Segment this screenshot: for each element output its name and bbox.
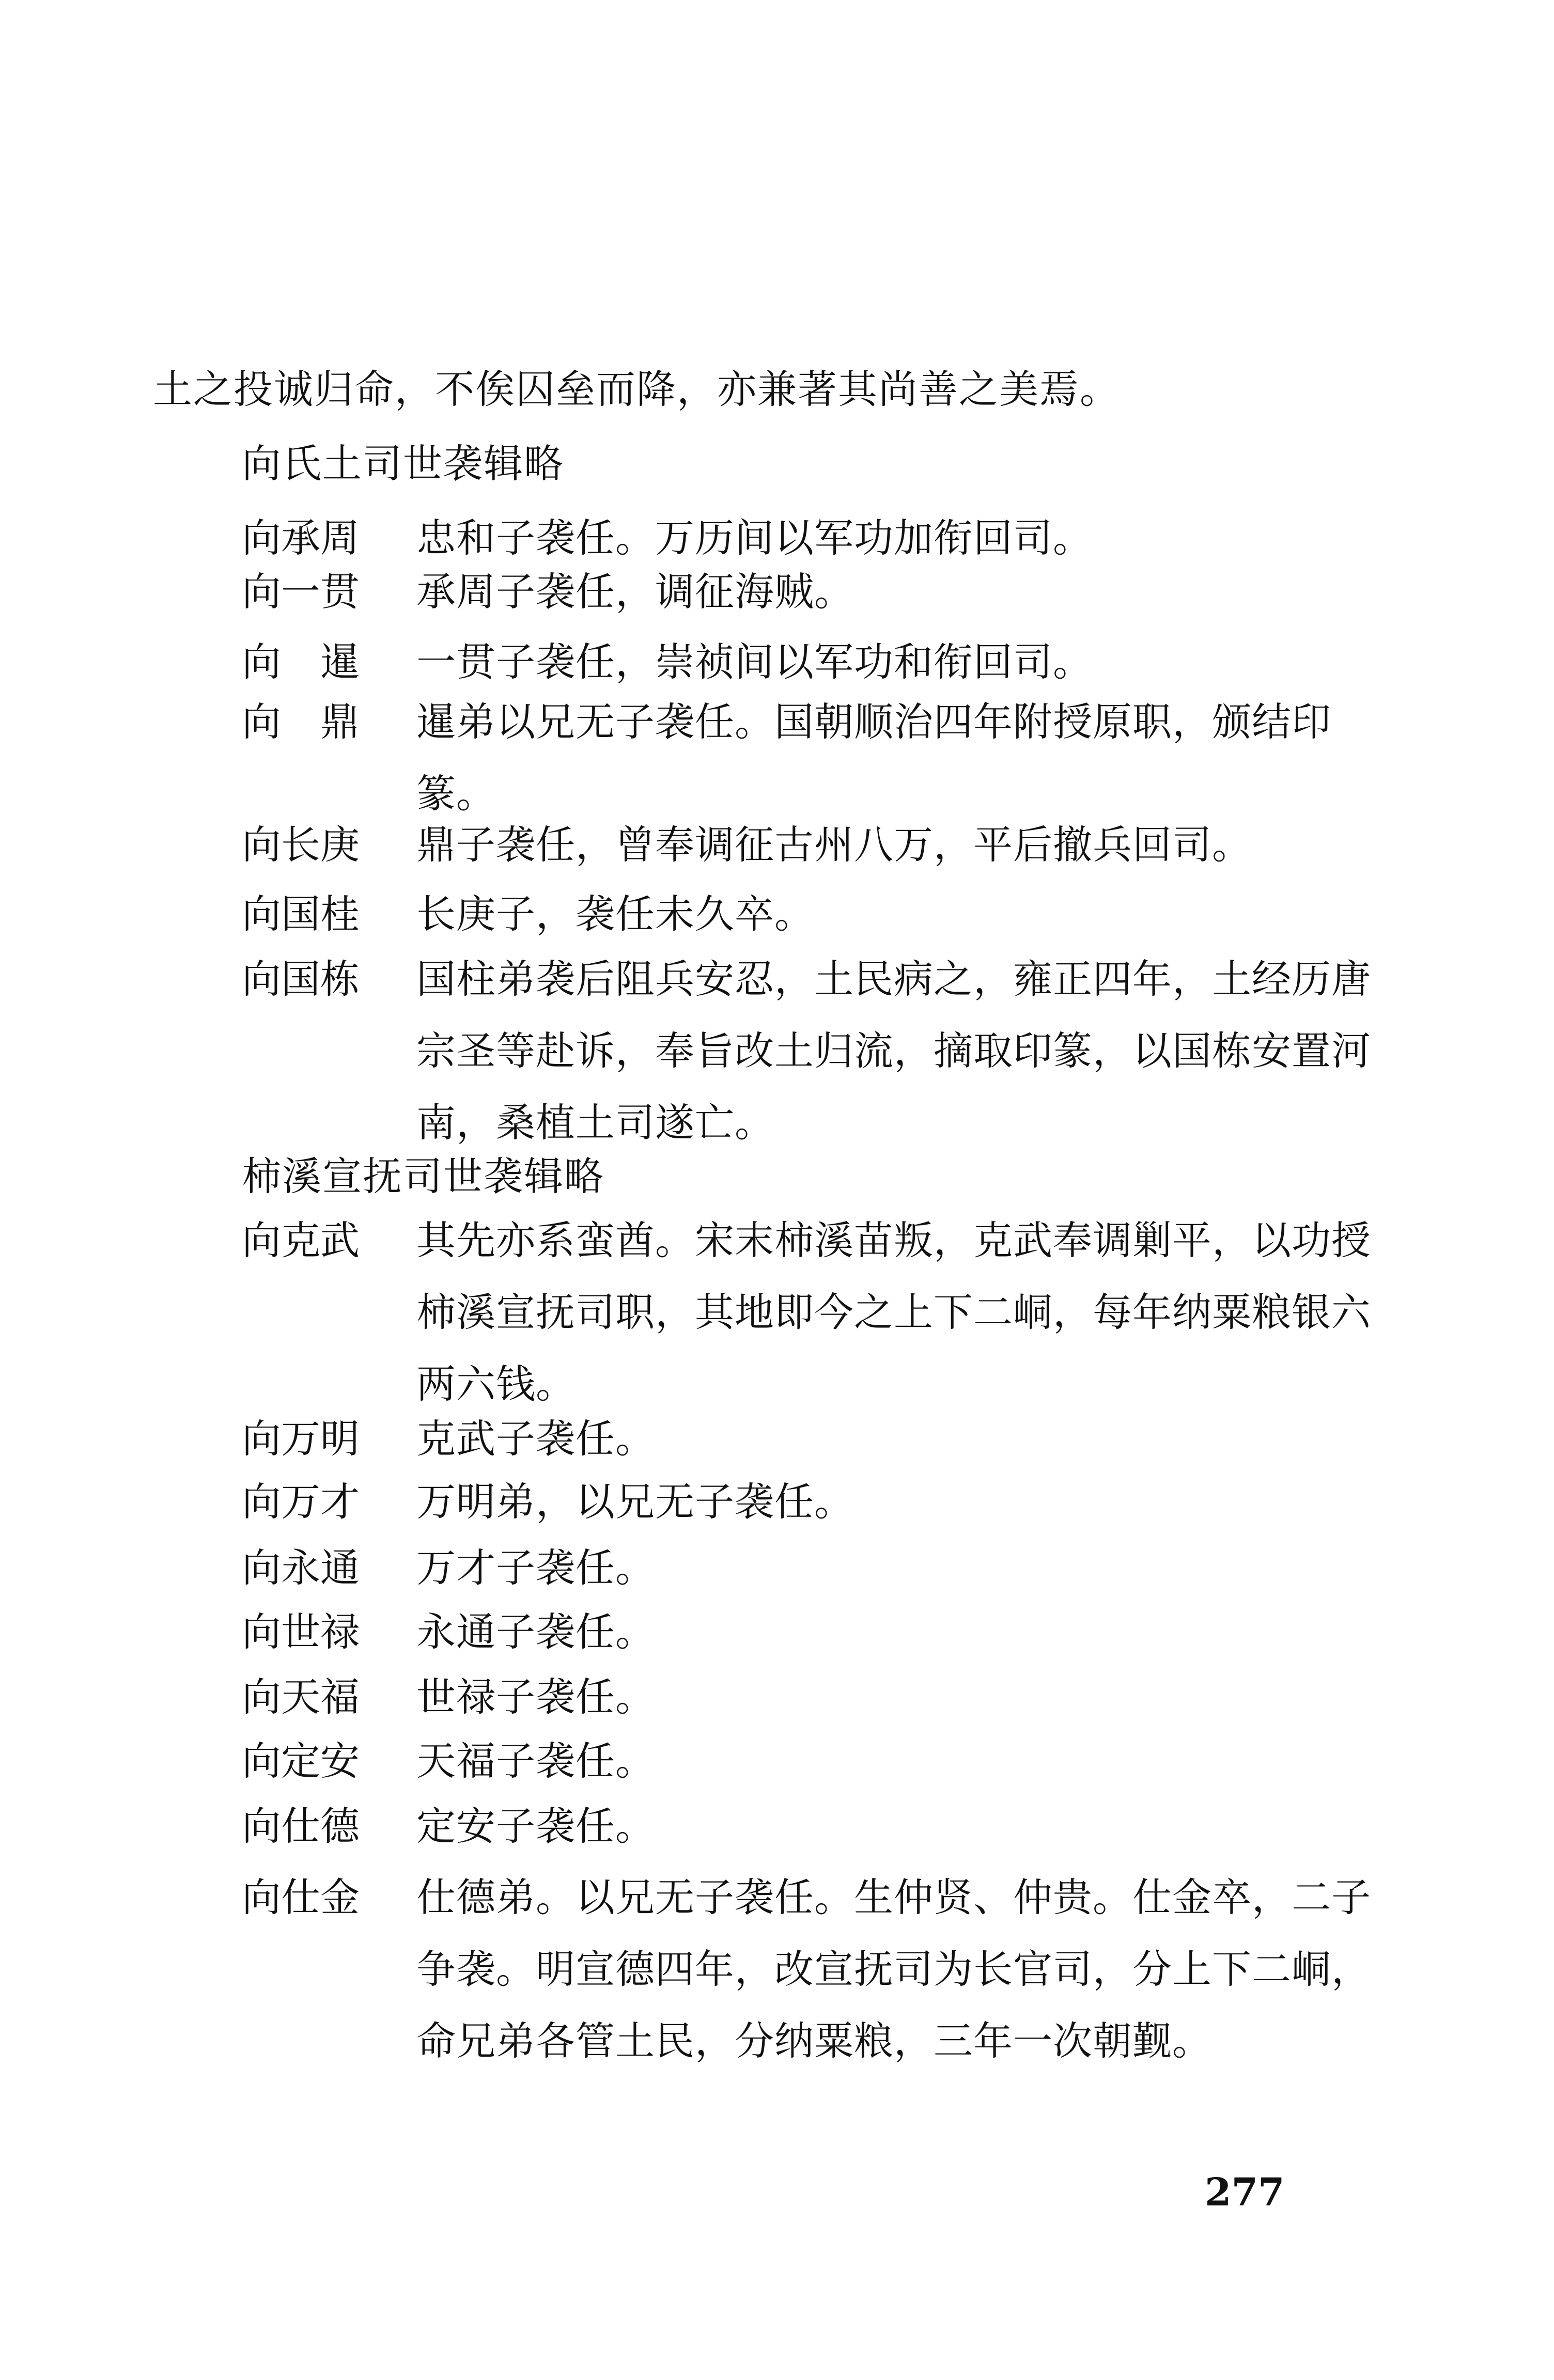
entry-name: 向国桂 [242,891,360,937]
entry-name: 向仕金 [242,1874,360,1920]
entry-text: 天福子袭任。 [416,1738,655,1784]
section-title-shixi-pacification: 柿溪宣抚司世袭辑略 [242,1153,604,1199]
entry-name: 向承周 [242,515,360,561]
page-number: 277 [1205,2170,1285,2215]
entry-text: 永通子袭任。 [416,1609,655,1655]
entry-text: 一贯子袭任，崇祯间以军功和衔回司。 [416,639,1093,685]
entry-name: 向仕德 [242,1803,360,1849]
entry-name: 向长庚 [242,822,360,868]
entry-name: 向永通 [242,1545,360,1591]
entry-name: 向国栋 [242,956,360,1002]
entry-name: 向一贯 [242,569,360,615]
entry-name: 向天福 [242,1674,360,1720]
intro-line: 土之投诚归命，不俟囚垒而降，亦兼著其尚善之美焉。 [153,366,1120,412]
entry-text: 万才子袭任。 [416,1545,655,1591]
entry-text: 暹弟以兄无子袭任。国朝顺治四年附授原职，颁结印篆。 [416,699,1331,817]
entry-text: 克武子袭任。 [416,1416,655,1462]
entry-name: 向 鼎 [242,699,360,745]
entry-name: 向世禄 [242,1609,360,1655]
entry-text: 国柱弟袭后阻兵安忍，土民病之，雍正四年，土经历唐宗圣等赴诉，奉旨改土归流，摘取印篆，以国栋安置河南，桑植土司遂亡。 [416,956,1371,1146]
entry-name: 向万明 [242,1416,360,1462]
entry-text: 忠和子袭任。万历间以军功加衔回司。 [416,515,1093,561]
entry-name: 向克武 [242,1217,360,1263]
entry-text: 长庚子，袭任未久卒。 [416,891,814,937]
entry-text: 鼎子袭任，曾奉调征古州八万，平后撤兵回司。 [416,822,1252,868]
entry-text: 定安子袭任。 [416,1803,655,1849]
entry-text: 仕德弟。以兄无子袭任。生仲贤、仲贵。仕金卒，二子争袭。明宣德四年，改宣抚司为长官司，分上下二峒，命兄弟各管土民，分纳粟粮，三年一次朝觐。 [416,1874,1371,2064]
entry-text: 世禄子袭任。 [416,1674,655,1720]
entry-text: 万明弟，以兄无子袭任。 [416,1479,854,1525]
entry-name: 向定安 [242,1738,360,1784]
section-title-xiang-chieftain: 向氏土司世袭辑略 [242,441,564,487]
entry-name: 向 暹 [242,639,360,685]
entry-name: 向万才 [242,1479,360,1525]
entry-text: 其先亦系蛮酋。宋末柿溪苗叛，克武奉调剿平，以功授柿溪宣抚司职，其地即今之上下二峒，每年纳粟粮银六两六钱。 [416,1217,1371,1407]
entry-text: 承周子袭任，调征海贼。 [416,569,854,615]
